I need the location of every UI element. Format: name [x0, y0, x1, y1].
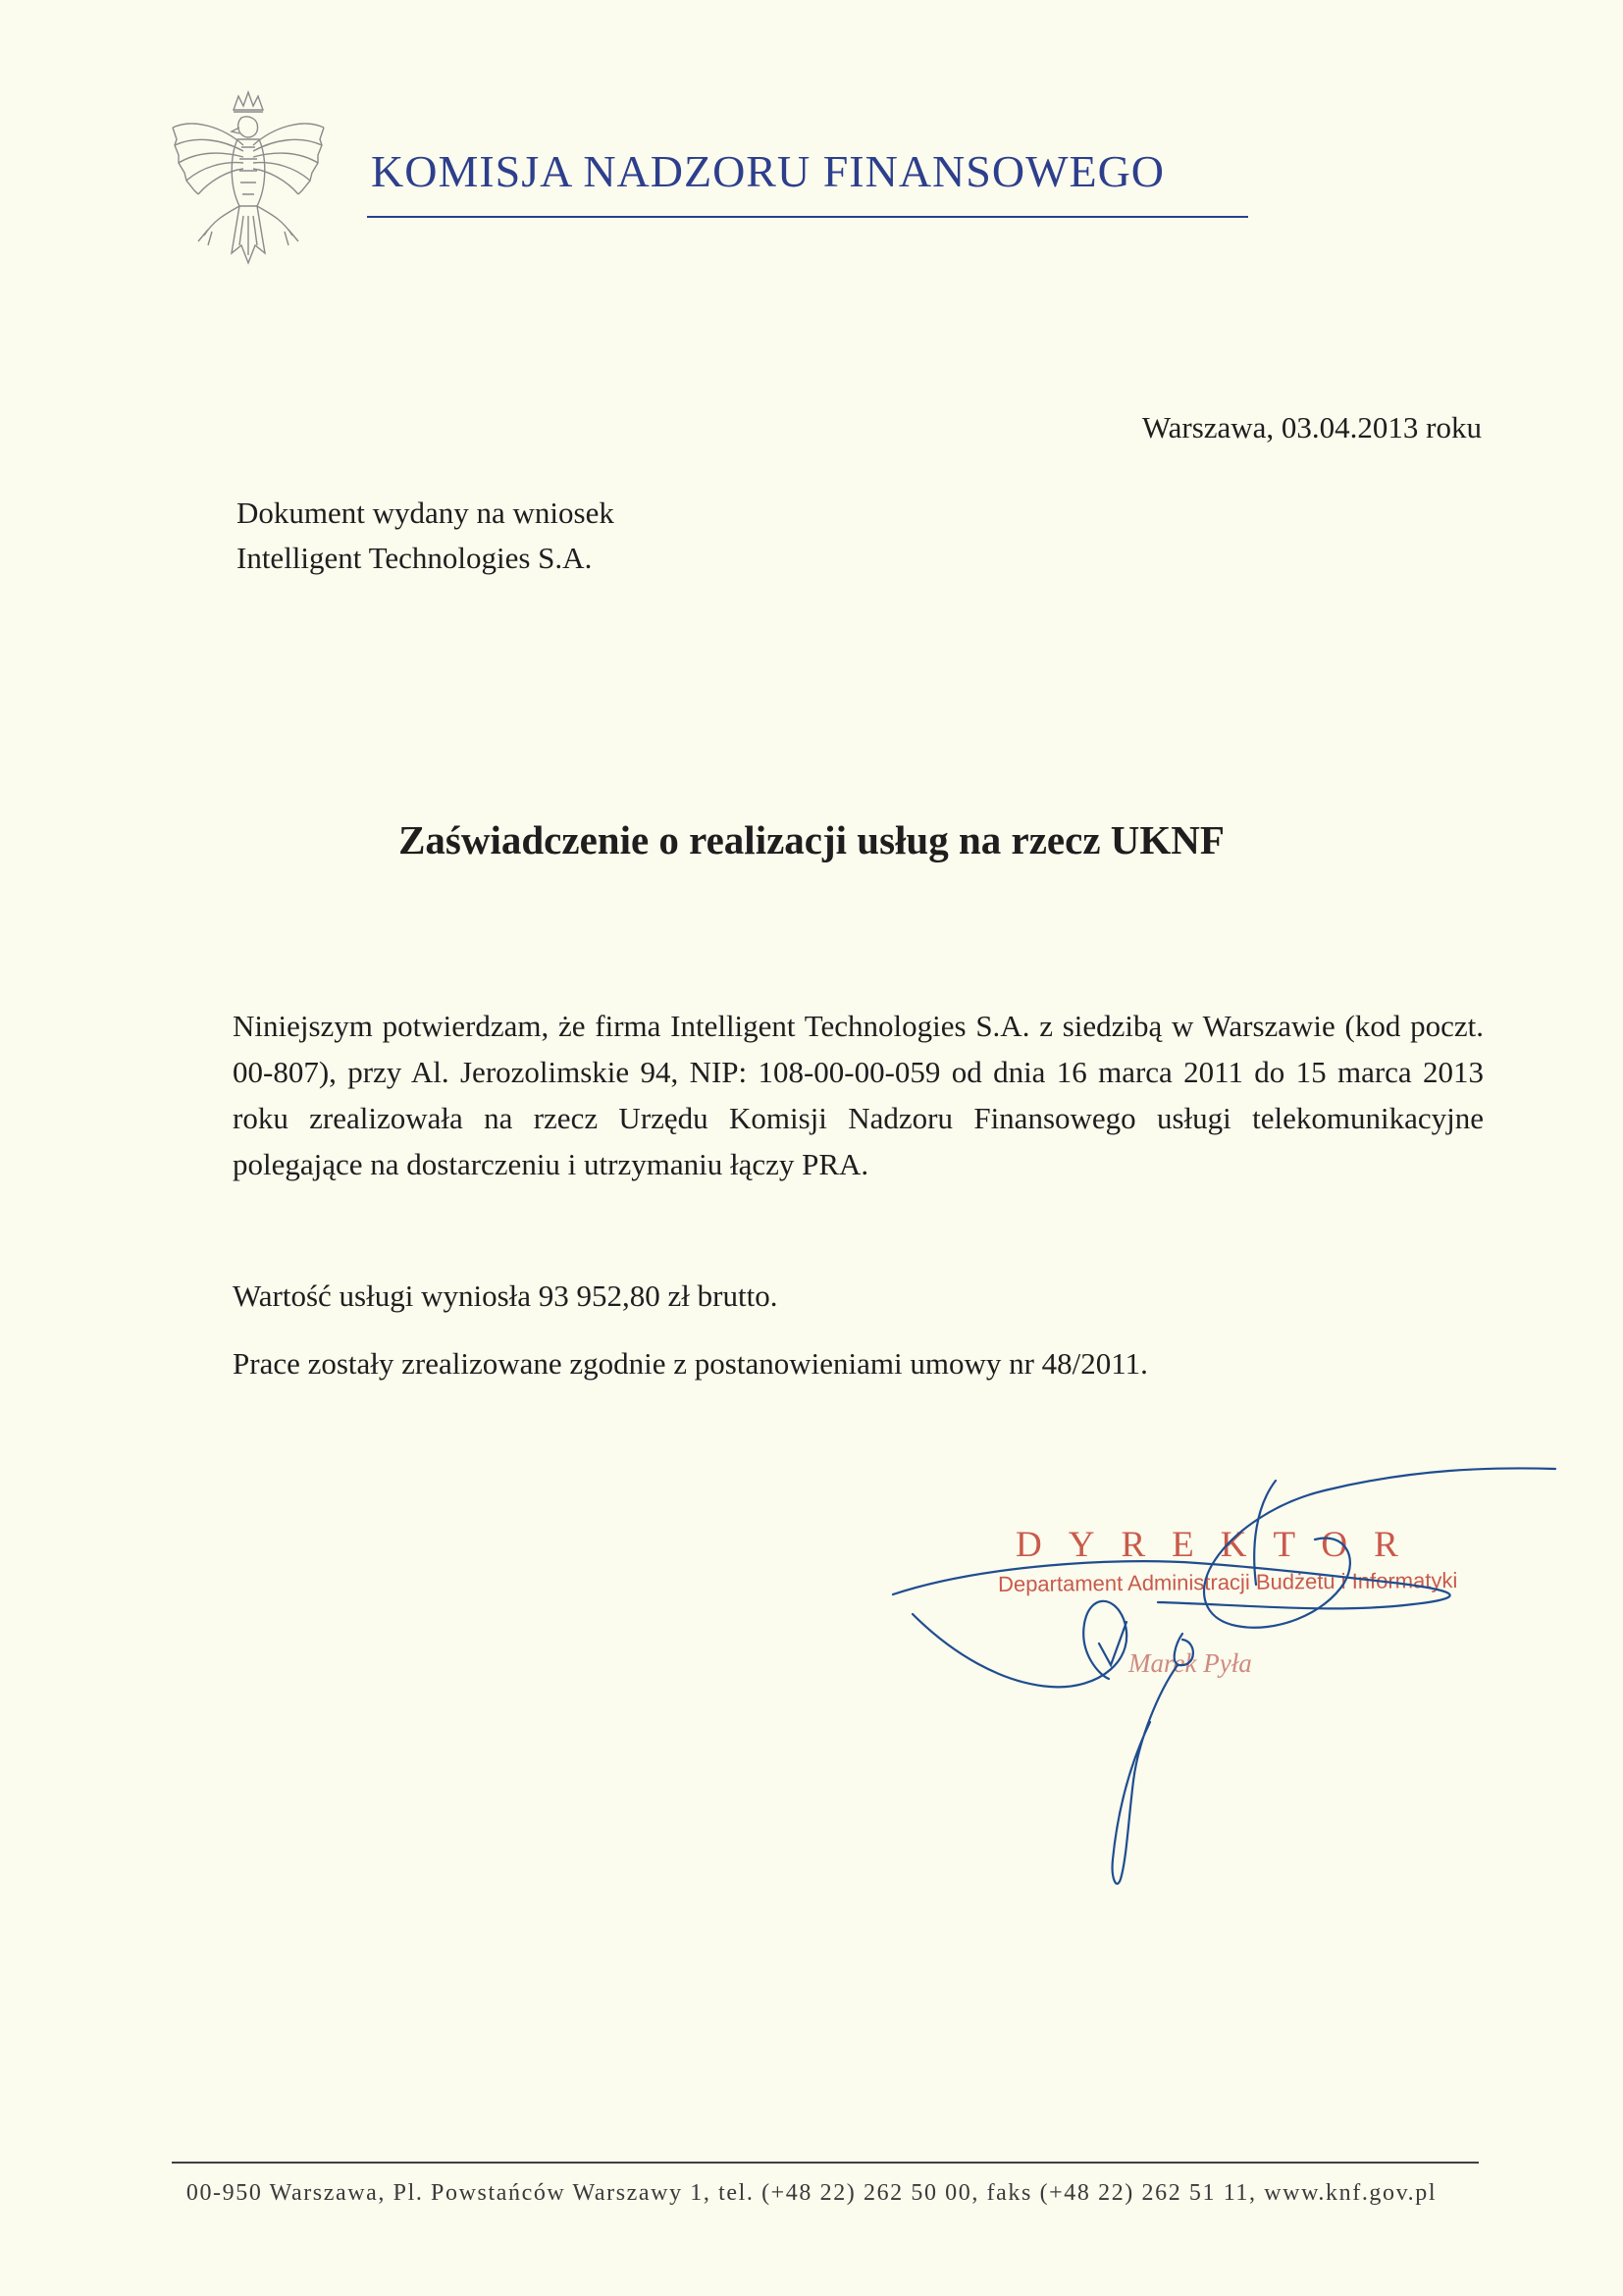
stamp-title: DYREKTOR — [1016, 1525, 1425, 1565]
service-value-line: Wartość usługi wyniosła 93 952,80 zł brutto. — [233, 1278, 778, 1313]
requester-line-1: Dokument wydany na wniosek — [236, 496, 614, 530]
organization-name: KOMISJA NADZORU FINANSOWEGO — [371, 146, 1166, 196]
contract-line: Prace zostały zrealizowane zgodnie z postanowieniami umowy nr 48/2011. — [233, 1346, 1148, 1381]
place-date: Warszawa, 03.04.2013 roku — [1141, 410, 1482, 444]
footer-rule — [172, 2162, 1479, 2164]
document-title: Zaświadczenie o realizacji usług na rzecz UKNF — [398, 817, 1225, 862]
stamp-department: Departament Administracji Budżetu i Informatyki — [997, 1567, 1458, 1597]
stamp-name: Marek Pyła — [1128, 1648, 1252, 1678]
requester-line-2: Intelligent Technologies S.A. — [236, 541, 593, 575]
handwritten-signature-icon — [864, 1447, 1570, 1899]
polish-eagle-emblem-icon — [165, 88, 332, 275]
footer-contact: 00-950 Warszawa, Pl. Powstańców Warszawy 1, tel. (+48 22) 262 50 00, faks (+48 22) 262 51 11, www.knf.gov.pl — [185, 2180, 1438, 2206]
header-rule — [367, 216, 1248, 218]
body-paragraph: Niniejszym potwierdzam, że firma Intelligent Technologies S.A. z siedzibą w Warszawie (kod poczt. 00-807), przy Al. Jerozolimskie 94, NIP: 108-00-00-059 od dnia 16 marca 2011 do 15 marca 2013 roku zrealizowała na rzecz Urzędu Komisji Nadzoru Finansowego usługi telekomunikacyjne polegające na dostarczeniu i utrzymaniu łączy PRA. — [233, 1009, 1484, 1181]
requester-block — [236, 491, 614, 581]
